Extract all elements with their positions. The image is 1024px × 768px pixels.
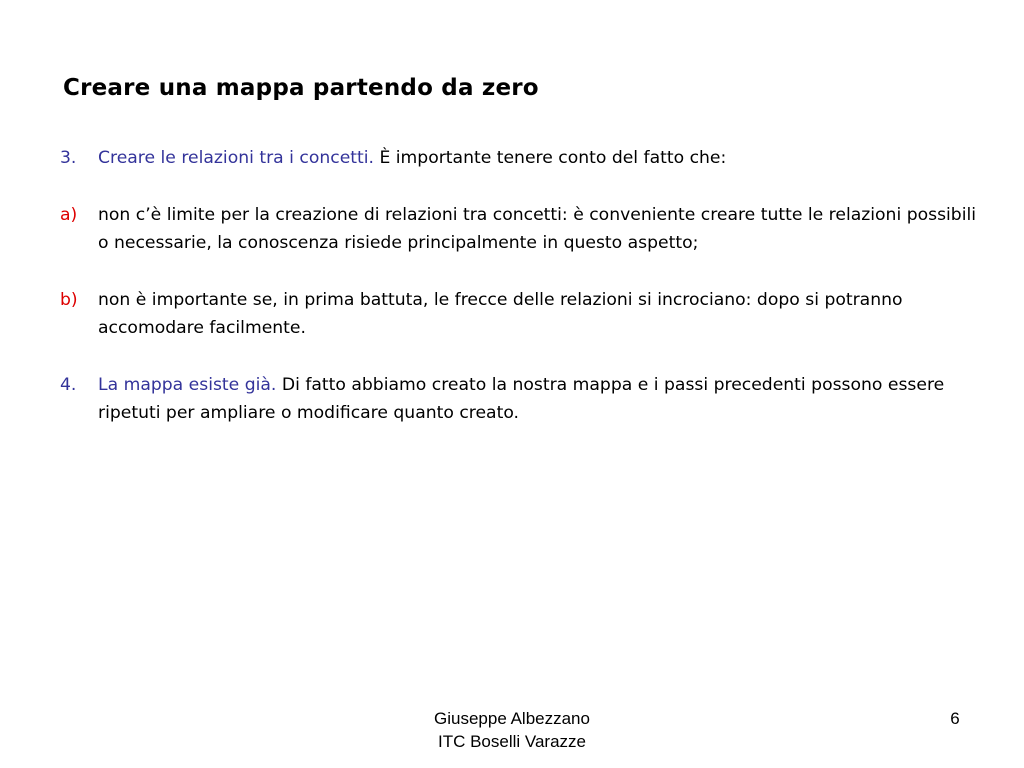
list-item-step-4 bbox=[60, 371, 990, 427]
slide-title: Creare una mappa partendo da zero bbox=[63, 75, 539, 101]
list-marker: b) bbox=[60, 290, 78, 310]
list-item-text: non è importante se, in prima battuta, le frecce delle relazioni si incrociano: dopo si potranno accomodare facilmente. bbox=[98, 290, 903, 338]
list-item-text: non c’è limite per la creazione di relazioni tra concetti: è conveniente creare tutte le relazioni possibili o necessarie, la conoscenza risiede principalmente in questo aspetto; bbox=[98, 205, 977, 253]
list-marker: 4. bbox=[60, 375, 77, 395]
footer-author: Giuseppe Albezzano bbox=[434, 709, 590, 728]
list-item-step-3 bbox=[60, 144, 990, 172]
list-item-point-a bbox=[60, 201, 990, 257]
list-marker: 3. bbox=[60, 148, 77, 168]
slide-content bbox=[60, 144, 990, 427]
page-number: 6 bbox=[950, 709, 960, 728]
list-item-text bbox=[98, 371, 990, 427]
step-description: È importante tenere conto del fatto che: bbox=[374, 148, 727, 168]
list-item-point-b bbox=[60, 286, 990, 342]
step-description: Di fatto abbiamo creato la nostra mappa e i passi precedenti possono essere ripetuti per ampliare o modificare quanto creato. bbox=[98, 375, 945, 423]
step-heading: Creare le relazioni tra i concetti. bbox=[98, 148, 374, 168]
footer-school: ITC Boselli Varazze bbox=[437, 732, 586, 751]
list-item-text bbox=[98, 144, 990, 172]
step-heading: La mappa esiste già. bbox=[98, 375, 277, 395]
list-marker: a) bbox=[60, 205, 78, 225]
slide-footer bbox=[362, 707, 662, 753]
